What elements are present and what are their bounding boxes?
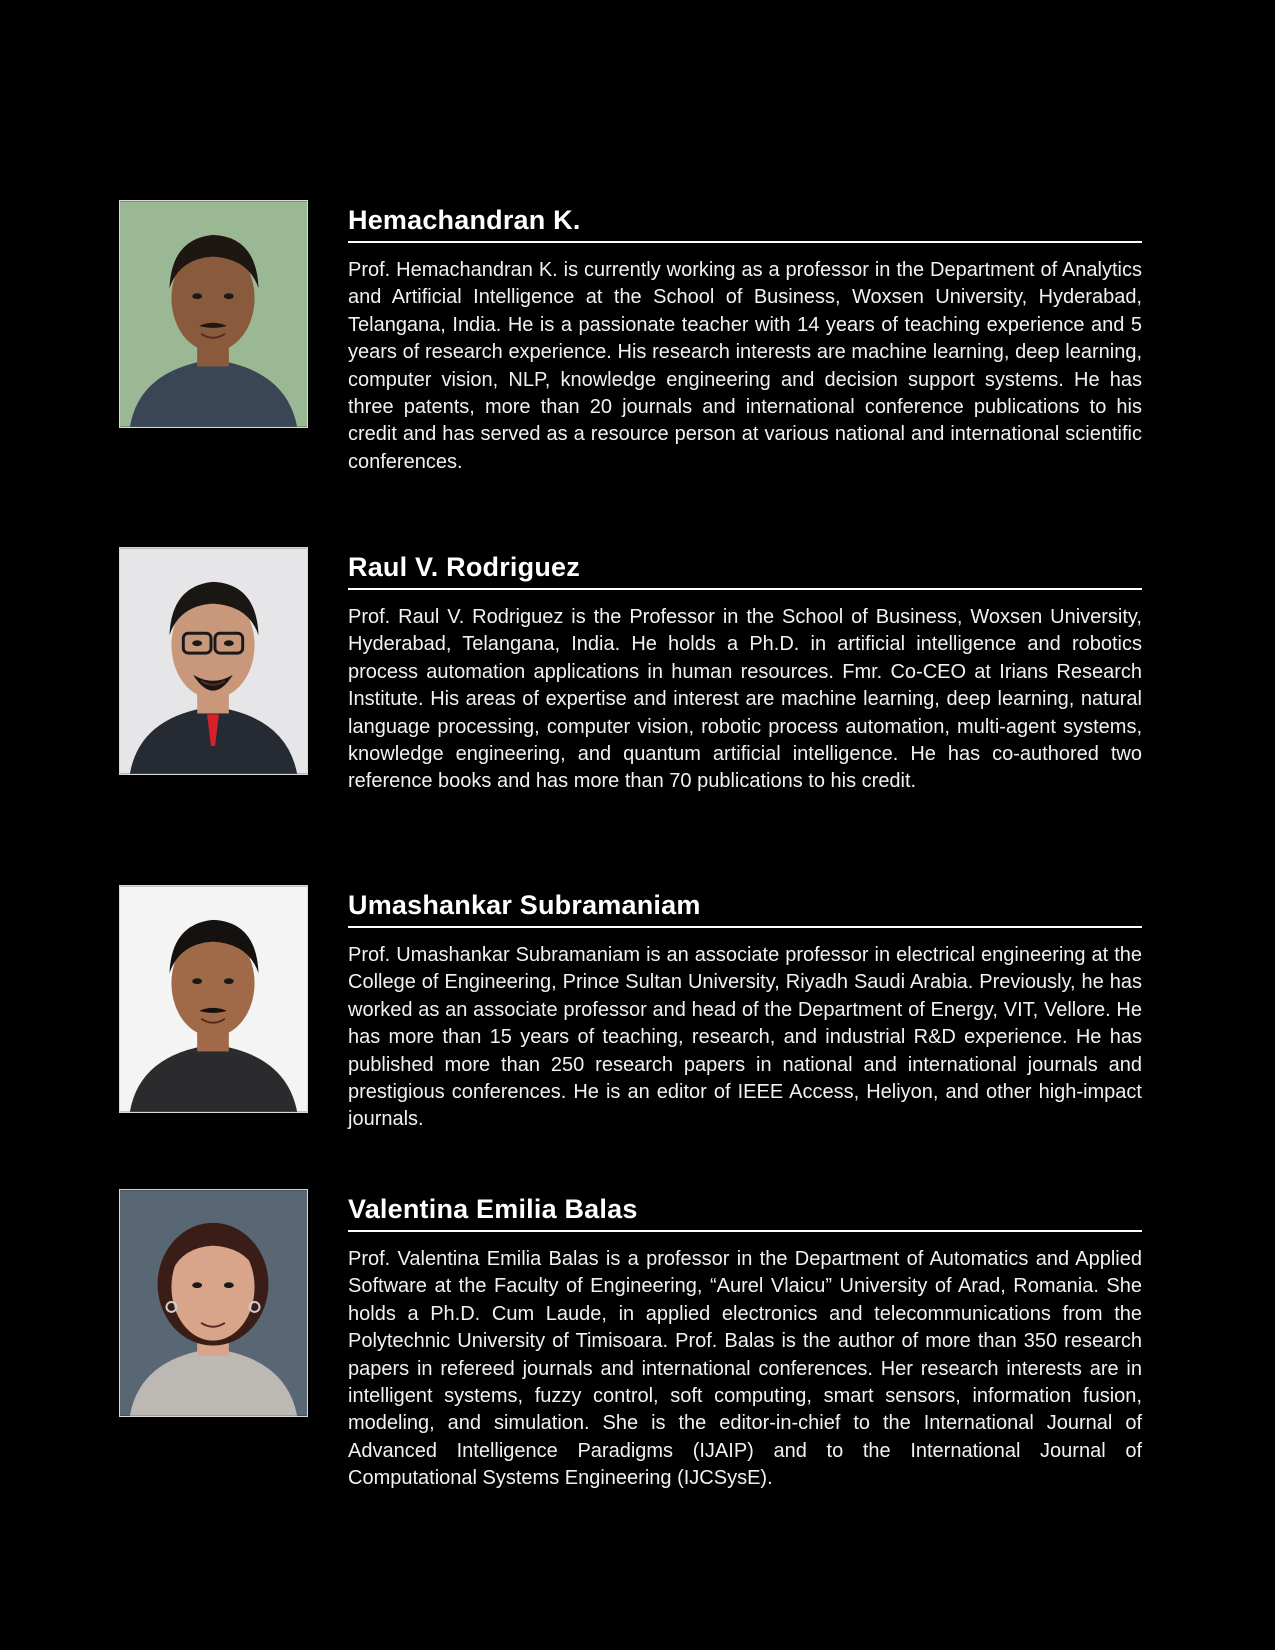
author-name: Raul V. Rodriguez [348, 547, 1142, 590]
author-info [348, 200, 1142, 476]
author-info [348, 1189, 1142, 1493]
author-name: Valentina Emilia Balas [348, 1189, 1142, 1232]
portrait-image [120, 886, 307, 1112]
author-photo [119, 200, 308, 428]
author-bio: Prof. Raul V. Rodriguez is the Professor in the School of Business, Woxsen University, Hyderabad, Telangana, India. He holds a Ph.D. in artificial intelligence and robotics process automation applications in human resources. Fmr. Co-CEO at Irians Research Institute. His areas of expertise and interest are machine learning, deep learning, natural language processing, computer vision, robotic process automation, multi-agent systems, knowledge engineering, and quantum artificial intelligence. He has co-authored two reference books and has more than 70 publications to his credit. [348, 606, 1142, 793]
author-photo [119, 547, 308, 775]
portrait-eye-right [224, 293, 234, 299]
author-name: Hemachandran K. [348, 200, 1142, 243]
author-photo [119, 1189, 308, 1417]
author-info [348, 885, 1142, 1134]
author-info [348, 547, 1142, 796]
author-bio: Prof. Hemachandran K. is currently working as a professor in the Department of Analytics and Artificial Intelligence at the School of Business, Woxsen University, Hyderabad, Telangana, India. He is a passionate teacher with 14 years of teaching experience and 5 years of research experience. His research interests are machine learning, deep learning, computer vision, NLP, knowledge engineering and decision support systems. He has three patents, more than 20 journals and international conference publications to his credit and has served as a resource person at various national and international scientific conferences. [348, 259, 1142, 473]
portrait-image [120, 548, 307, 774]
portrait-eye-left [192, 640, 202, 646]
portrait-eye-right [224, 978, 234, 984]
portrait-eye-right [224, 640, 234, 646]
portrait-eye-left [192, 293, 202, 299]
portrait-eye-left [192, 978, 202, 984]
portrait-eye-left [192, 1282, 202, 1288]
author-photo [119, 885, 308, 1113]
author-bio: Prof. Valentina Emilia Balas is a professor in the Department of Automatics and Applied Software at the Faculty of Engineering, “Aurel Vlaicu” University of Arad, Romania. She holds a Ph.D. Cum Laude, in applied electronics and telecommunications from the Polytechnic University of Timisoara. Prof. Balas is the author of more than 350 research papers in refereed journals and international conferences. Her research interests are in intelligent systems, fuzzy control, soft computing, smart sensors, information fusion, modeling, and simulation. She is the editor-in-chief to the International Journal of Advanced Intelligence Paradigms (IJAIP) and to the International Journal of Computational Systems Engineering (IJCSysE). [348, 1248, 1142, 1490]
portrait-image [120, 201, 307, 427]
author-name: Umashankar Subramaniam [348, 885, 1142, 928]
author-bio: Prof. Umashankar Subramaniam is an associate professor in electrical engineering at the College of Engineering, Prince Sultan University, Riyadh Saudi Arabia. Previously, he has worked as an associate professor and head of the Department of Energy, VIT, Vellore. He has more than 15 years of teaching, research, and industrial R&D experience. He has published more than 250 research papers in national and international journals and prestigious conferences. He is an editor of IEEE Access, Heliyon, and other high-impact journals. [348, 944, 1142, 1131]
portrait-image [120, 1190, 307, 1416]
portrait-eye-right [224, 1282, 234, 1288]
